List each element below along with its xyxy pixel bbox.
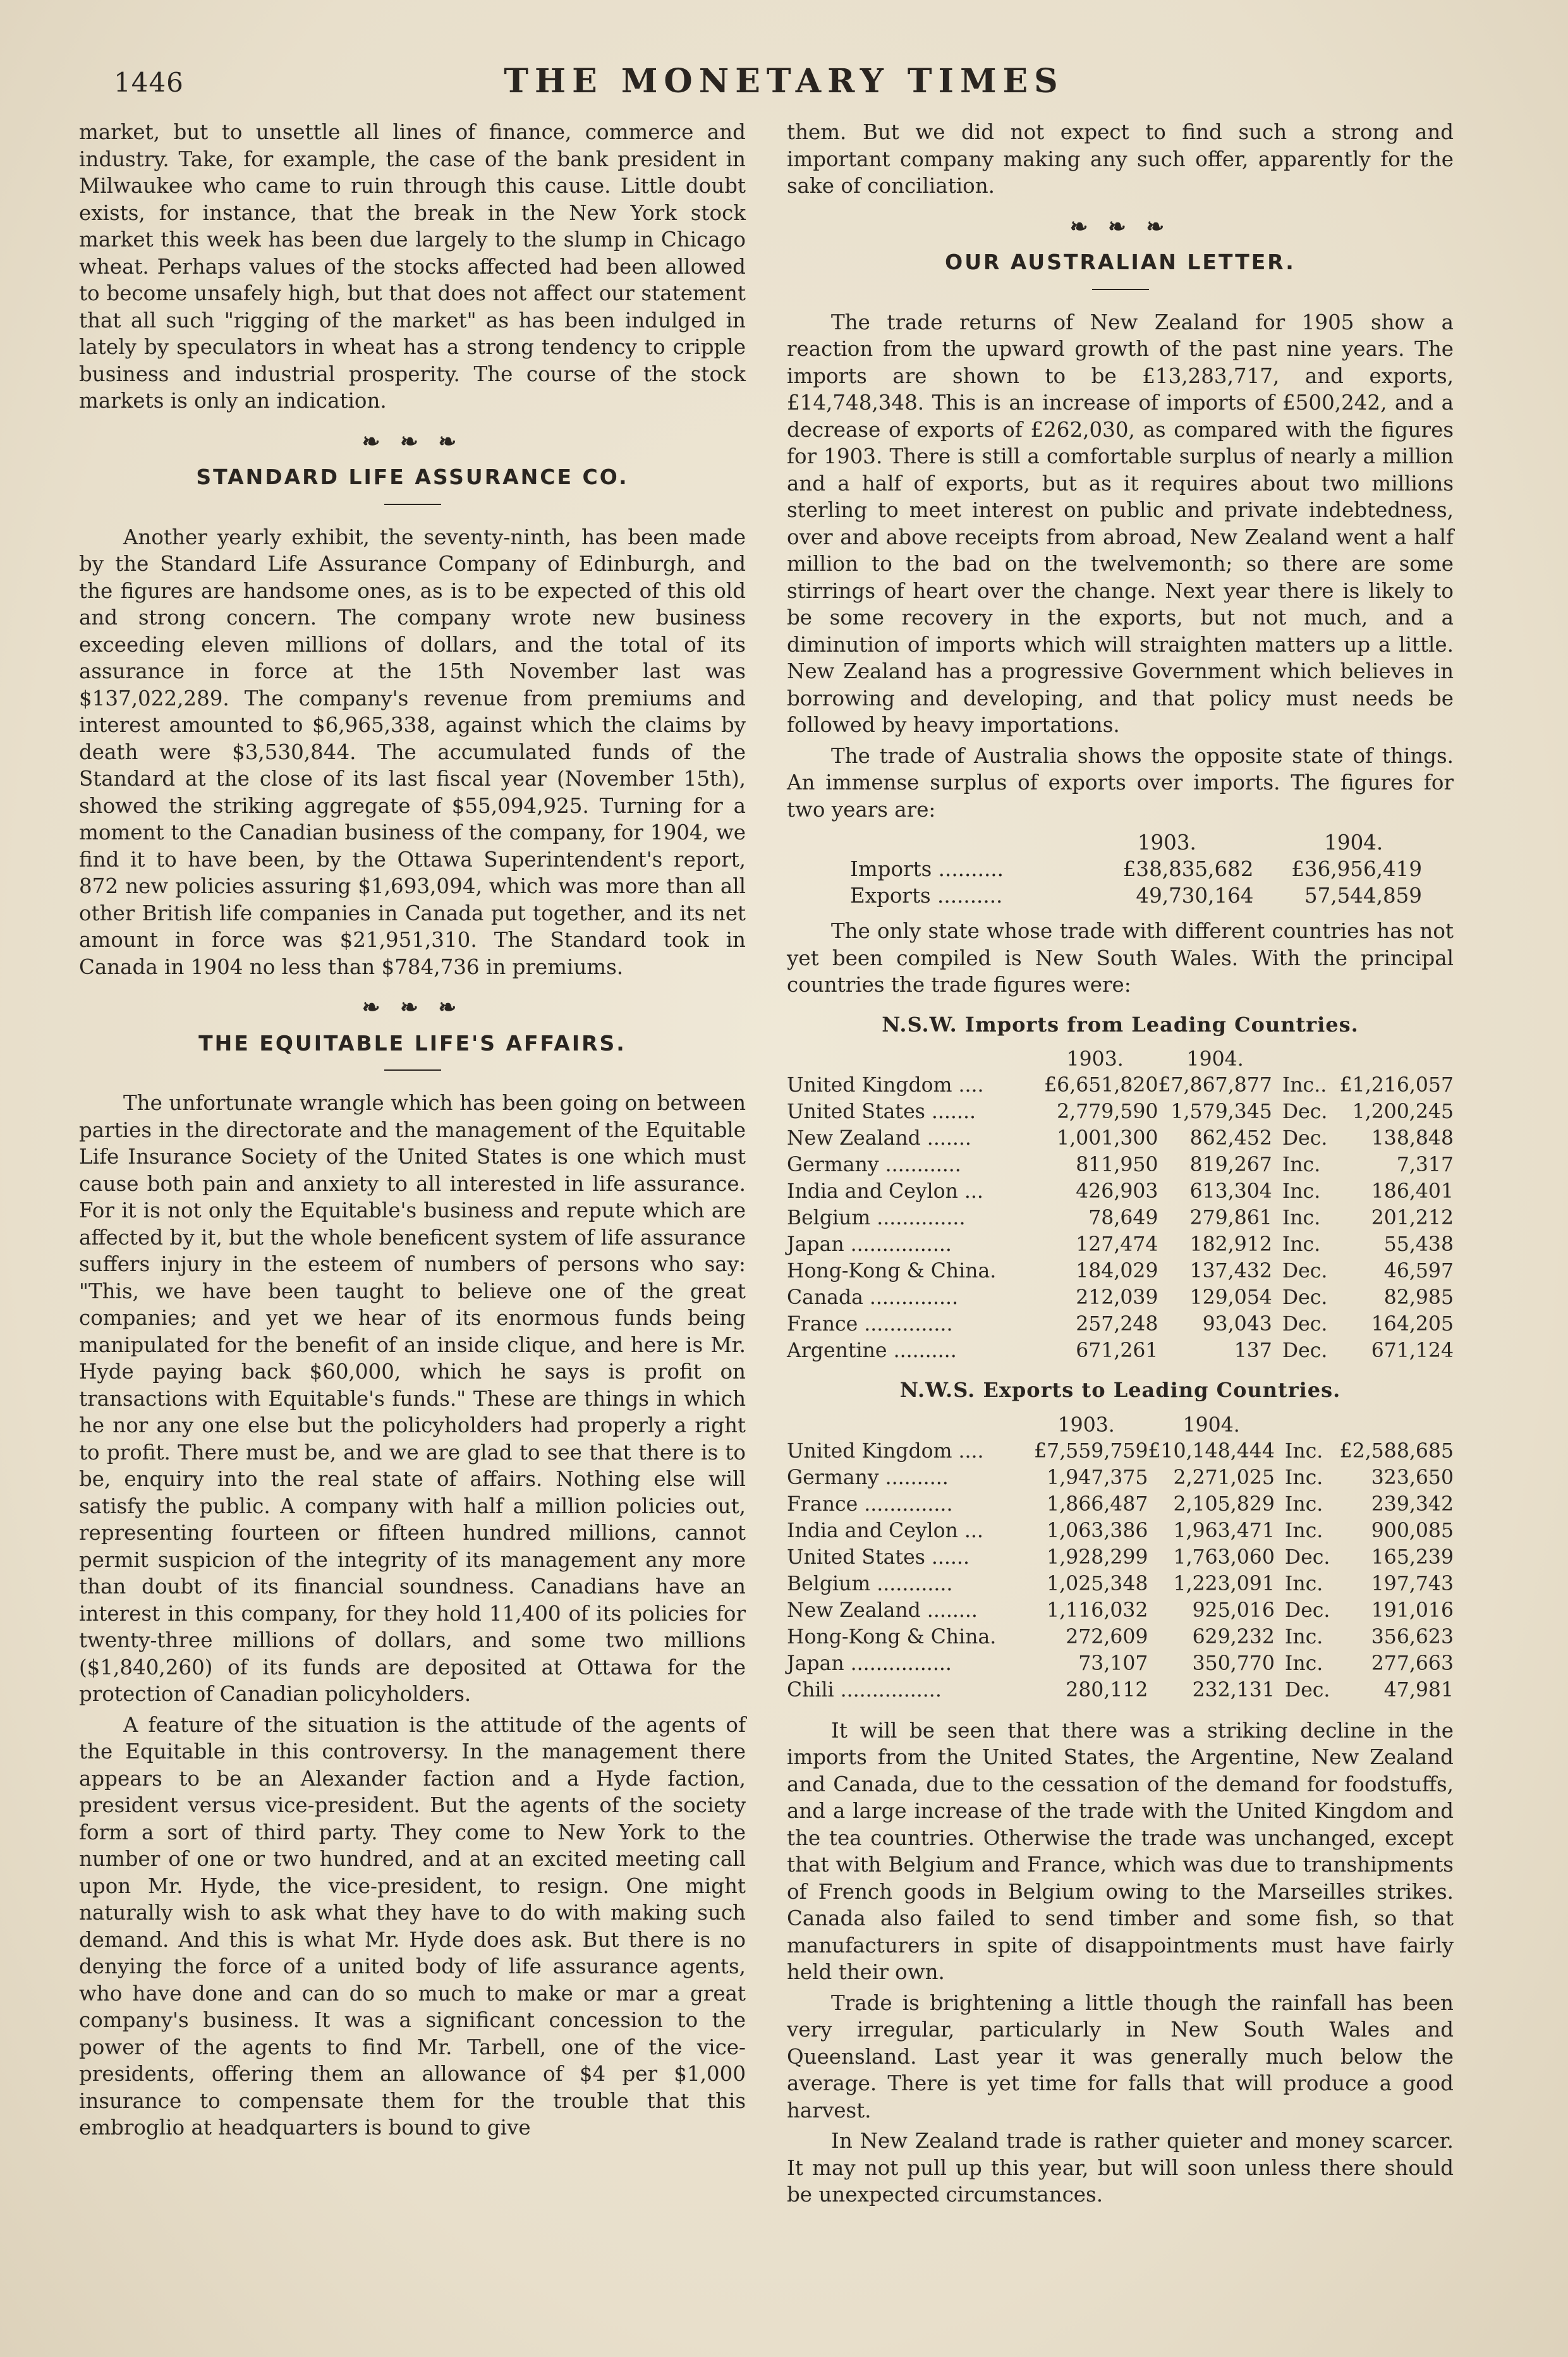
heading-rule	[384, 504, 441, 505]
section-ornament: ❧ ❧ ❧	[362, 995, 463, 1020]
year-header: 1904.	[1186, 1048, 1244, 1071]
value-1903: 811,950	[1076, 1154, 1158, 1176]
country-cell: France ..............	[787, 1313, 953, 1336]
value-1903: £38,835,682	[1122, 857, 1254, 881]
change-value: 277,663	[1371, 1652, 1454, 1675]
change-direction: Inc.	[1284, 1625, 1323, 1648]
exports-table-title: N.W.S. Exports to Leading Countries.	[899, 1378, 1341, 1402]
table-row	[787, 1677, 1454, 1703]
country-cell: India and Ceylon ...	[787, 1180, 983, 1203]
value-1904: 819,267	[1189, 1154, 1272, 1176]
value-1903: 426,903	[1076, 1180, 1158, 1203]
change-direction: Dec.	[1282, 1260, 1328, 1282]
value-1904: 2,105,829	[1173, 1492, 1275, 1516]
change-value: 1,200,245	[1352, 1100, 1454, 1123]
value-1903: 49,730,164	[1136, 884, 1254, 908]
imports-table	[787, 1047, 1454, 1364]
value-1903: 78,649	[1088, 1207, 1158, 1229]
country-cell: New Zealand ........	[787, 1599, 978, 1622]
table-row	[787, 1491, 1454, 1518]
year-header: 1903.	[1137, 831, 1196, 855]
imports-table-title: N.S.W. Imports from Leading Countries.	[882, 1012, 1359, 1037]
australian-paragraph-4: It will be seen that there was a striking decline in the imports from the United States, the Argentine, New Zealand and Canada, due to the cessation of the demand for foodstuffs, and a large increase of the trade with the United Kingdom and the tea countries. Otherwise the trade was unchanged, except that with Belgium and France, which was due to transhipments of French goods in Belgium owing to the Marseilles strikes. Canada also failed to send timber and some fish, so that manufacturers in spite of disappointments must have fairly held their own.	[787, 1718, 1454, 1984]
value-1903: £6,651,820	[1044, 1074, 1158, 1097]
table-header-row	[787, 1413, 1454, 1438]
value-1904: 2,271,025	[1173, 1466, 1275, 1489]
year-header: 1904.	[1324, 831, 1383, 855]
country-cell: Japan ................	[787, 1652, 952, 1675]
change-direction: Inc.	[1284, 1439, 1323, 1463]
value-1904: £36,956,419	[1291, 857, 1422, 881]
value-1903: 73,107	[1078, 1652, 1148, 1675]
change-value: 47,981	[1383, 1678, 1454, 1702]
table-row	[787, 1072, 1454, 1099]
value-1903: 1,866,487	[1047, 1492, 1148, 1516]
year-header: 1903.	[1057, 1413, 1115, 1437]
table-header-row	[787, 1047, 1454, 1072]
country-cell: India and Ceylon ...	[787, 1519, 983, 1542]
table-row	[787, 1624, 1454, 1650]
heading-rule	[384, 1069, 441, 1071]
value-1904: 613,304	[1189, 1180, 1272, 1203]
value-1903: 127,474	[1076, 1233, 1158, 1256]
country-cell: New Zealand .......	[787, 1127, 971, 1150]
value-1904: £7,867,877	[1158, 1074, 1272, 1097]
value-1904: 137,432	[1189, 1260, 1272, 1282]
section-ornament: ❧ ❧ ❧	[362, 429, 463, 454]
change-value: 138,848	[1371, 1127, 1454, 1150]
article-continuation: them. But we did not expect to find such a strong and important company making any such offer, apparently for the sake of conciliation.	[787, 120, 1454, 198]
left-column	[79, 119, 746, 2141]
value-1904: 1,963,471	[1173, 1519, 1275, 1542]
change-value: 186,401	[1371, 1180, 1454, 1203]
imports-table-body	[787, 1072, 1454, 1364]
change-direction: Inc.	[1284, 1466, 1323, 1489]
page-header	[63, 61, 1505, 105]
change-value: 671,124	[1371, 1339, 1454, 1362]
value-1903: 1,116,032	[1047, 1599, 1148, 1622]
australian-paragraph-1: The trade returns of New Zealand for 1905 show a reaction from the upward growth of the past nine years. The imports are shown to be £13,283,717, and exports, £14,748,348. This is an increase of imports of £500,242, and a decrease of exports of £262,030, as compared with the figures for 1903. There is still a comfortable surplus of nearly a million and a half of exports, but as it requires about two millions sterling to meet interest on public and private indebtedness, over and above receipts from abroad, New Zealand went a half million to the bad on the twelvemonth; so there are some stirrings of heart over the change. Next year there is likely to be some recovery in the exports, but not much, and a diminution of imports which will straighten matters up a little. New Zealand has a progressive Government which believes in borrowing and developing, and that policy must needs be followed by heavy importations.	[787, 310, 1454, 737]
table-row	[787, 1258, 1454, 1284]
value-1903: 272,609	[1066, 1625, 1148, 1648]
country-cell: Chili ................	[787, 1678, 942, 1702]
change-direction: Dec.	[1284, 1599, 1330, 1622]
table-header-row	[787, 829, 1454, 856]
value-1903: 212,039	[1076, 1286, 1158, 1309]
row-label: Imports	[850, 857, 932, 881]
table-row	[787, 1125, 1454, 1152]
country-cell: United States .......	[787, 1100, 976, 1123]
row-label: Exports	[850, 884, 931, 908]
table-row	[787, 856, 1454, 882]
value-1904: 350,770	[1192, 1652, 1275, 1675]
change-direction: Dec.	[1282, 1127, 1328, 1150]
right-column	[787, 119, 1454, 2208]
exports-table	[787, 1413, 1454, 1703]
country-cell: Argentine ..........	[787, 1339, 957, 1362]
table-row	[787, 1571, 1454, 1597]
article-continuation: market, but to unsettle all lines of finance, commerce and industry. Take, for example, the case of the bank president in Milwaukee who came to ruin through this cause. Little doubt exists, for instance, that the break in the New York stock market this week has been due largely to the slump in Chicago wheat. Perhaps values of the stocks affected had been allowed to become unsafely high, but that does not affect our statement that all such "rigging of the market" as has been indulged in lately by speculators in wheat has a strong tendency to cripple business and industrial prosperity. The course of the stock markets is only an indication.	[79, 120, 746, 413]
table-row	[787, 1284, 1454, 1311]
country-cell: Germany ............	[787, 1154, 961, 1176]
country-cell: Belgium ..............	[787, 1207, 966, 1229]
australian-paragraph-6: In New Zealand trade is rather quieter and money scarcer. It may not pull up this year, but will soon unless there should be unexpected circumstances.	[787, 2129, 1454, 2207]
table-row	[787, 1311, 1454, 1337]
change-direction: Inc.	[1284, 1519, 1323, 1542]
change-value: 82,985	[1383, 1286, 1454, 1309]
country-cell: Japan ................	[787, 1233, 952, 1256]
country-cell: Canada ..............	[787, 1286, 959, 1309]
value-1903: 184,029	[1076, 1260, 1158, 1282]
value-1903: £7,559,759	[1034, 1439, 1148, 1463]
page-number: 1446	[114, 67, 184, 98]
change-direction: Inc.	[1282, 1180, 1321, 1203]
value-1904: 232,131	[1192, 1678, 1275, 1702]
heading-rule	[1092, 289, 1149, 290]
value-1903: 1,947,375	[1047, 1466, 1148, 1489]
table-row	[787, 1205, 1454, 1231]
table-row	[787, 1544, 1454, 1571]
exports-table-body	[787, 1438, 1454, 1703]
value-1904: 93,043	[1202, 1313, 1272, 1336]
change-value: 239,342	[1371, 1492, 1454, 1516]
australian-letter-heading: OUR AUSTRALIAN LETTER.	[945, 250, 1296, 274]
country-cell: Hong-Kong & China.	[787, 1625, 997, 1648]
year-header: 1904.	[1182, 1413, 1240, 1437]
country-cell: United Kingdom ....	[787, 1439, 984, 1463]
value-1904: 1,223,091	[1173, 1572, 1275, 1595]
australian-paragraph-3: The only state whose trade with different countries has not yet been compiled is New South Wales. With the principal countries the trade figures were:	[787, 919, 1454, 997]
change-value: £2,588,685	[1339, 1439, 1454, 1463]
value-1904: 1,763,060	[1173, 1545, 1275, 1569]
change-direction: Dec.	[1284, 1678, 1330, 1702]
change-direction: Inc.	[1282, 1154, 1321, 1176]
value-1904: 57,544,859	[1304, 884, 1422, 908]
change-direction: Dec.	[1282, 1286, 1328, 1309]
value-1903: 1,928,299	[1047, 1545, 1148, 1569]
value-1904: 279,861	[1189, 1207, 1272, 1229]
value-1903: 257,248	[1076, 1313, 1158, 1336]
value-1903: 2,779,590	[1057, 1100, 1158, 1123]
change-direction: Inc..	[1282, 1074, 1327, 1097]
country-cell: France ..............	[787, 1492, 953, 1516]
equitable-paragraph-2: A feature of the situation is the attitude of the agents of the Equitable in this controversy. In the management there appears to be an Alexander faction and a Hyde faction, president versus vice-president. But the agents of the society form a sort of third party. They come to New York to the number of one or two hundred, and at an excited meeting call upon Mr. Hyde, the vice-president, to resign. One might naturally wish to ask what they have to do with making such demand. And this is what Mr. Hyde does ask. But there is no denying the force of a united body of life assurance agents, who have done and can do so much to make or mar a great company's business. It was a significant concession to the power of the agents to find Mr. Tarbell, one of the vice-presidents, offering them an allowance of $4 per $1,000 insurance to compensate them for the trouble that this embroglio at headquarters is bound to give	[79, 1712, 746, 2140]
imports-exports-summary-table	[787, 829, 1454, 909]
change-value: 164,205	[1371, 1313, 1454, 1336]
country-cell: Hong-Kong & China.	[787, 1260, 997, 1282]
masthead-title: THE MONETARY TIMES	[504, 62, 1064, 100]
change-value: 197,743	[1371, 1572, 1454, 1595]
leader-dots: ..........	[938, 857, 1004, 881]
leader-dots: ..........	[937, 884, 1003, 908]
year-header: 1903.	[1066, 1048, 1124, 1071]
country-cell: United States ......	[787, 1545, 969, 1569]
value-1904: 137	[1234, 1339, 1272, 1362]
value-1904: 629,232	[1192, 1625, 1275, 1648]
value-1904: 129,054	[1189, 1286, 1272, 1309]
change-direction: Dec.	[1282, 1313, 1328, 1336]
country-cell: Germany ..........	[787, 1466, 949, 1489]
value-1903: 1,025,348	[1047, 1572, 1148, 1595]
equitable-paragraph-1: The unfortunate wrangle which has been going on between parties in the directorate and the management of the Equitable Life Insurance Society of the United States is one which must cause both pain and anxiety to all interested in life assurance. For it is not only the Equitable's business and repute which are affected by it, but the whole beneficent system of life assurance suffers injury in the esteem of numbers of persons who say: "This, we have been taught to believe one of the great companies; and yet we hear of its enormous funds being manipulated for the benefit of an inside clique, and here is Mr. Hyde paying back $60,000, which he says is profit on transactions with Equitable's funds." These are things in which he nor any one else but the policyholders had properly a right to profit. There must be, and we are glad to see that there is to be, enquiry into the real state of affairs. Nothing else will satisfy the public. A company with half a million policies out, representing fourteen or fifteen hundred millions, cannot permit suspicion of the integrity of its management any more than doubt of its financial soundness. Canadians have an interest in this company, for they hold 11,400 of its policies for twenty-three millions of dollars, and some two millions ($1,840,260) of its funds are deposited at Ottawa for the protection of Canadian policyholders.	[79, 1091, 746, 1706]
table-row	[787, 1178, 1454, 1205]
table-row	[787, 1650, 1454, 1677]
value-1904: 862,452	[1189, 1127, 1272, 1150]
standard-life-heading: STANDARD LIFE ASSURANCE CO.	[196, 465, 629, 489]
value-1904: 1,579,345	[1170, 1100, 1272, 1123]
table-row	[787, 1231, 1454, 1258]
country-cell: United Kingdom ....	[787, 1074, 984, 1097]
table-row	[787, 1152, 1454, 1178]
change-value: 165,239	[1371, 1545, 1454, 1569]
value-1903: 671,261	[1076, 1339, 1158, 1362]
change-value: 55,438	[1383, 1233, 1454, 1256]
change-direction: Inc.	[1282, 1207, 1321, 1229]
standard-life-paragraph: Another yearly exhibit, the seventy-ninth, has been made by the Standard Life Assurance Company of Edinburgh, and the figures are handsome ones, as is to be expected of this old and strong concern. The company wrote new business exceeding eleven millions of dollars, and the total of its assurance in force at the 15th November last was $137,022,289. The company's revenue from premiums and interest amounted to $6,965,338, against which the claims by death were $3,530,844. The accumulated funds of the Standard at the close of its last fiscal year (November 15th), showed the striking aggregate of $55,094,925. Turning for a moment to the Canadian business of the company, for 1904, we find it to have been, by the Ottawa Superintendent's report, 872 new policies assuring $1,693,094, which was more than all other British life companies in Canada put together, and its net amount in force was $21,951,310. The Standard took in Canada in 1904 no less than $784,736 in premiums.	[79, 525, 746, 979]
change-value: 7,317	[1396, 1154, 1454, 1176]
value-1903: 280,112	[1066, 1678, 1148, 1702]
table-row	[787, 1099, 1454, 1125]
australian-paragraph-5: Trade is brightening a little though the rainfall has been very irregular, particularly in New South Wales and Queensland. Last year it was generally much below the average. There is yet time for falls that will produce a good harvest.	[787, 1990, 1454, 2123]
equitable-heading: THE EQUITABLE LIFE'S AFFAIRS.	[198, 1030, 626, 1056]
change-direction: Dec.	[1282, 1339, 1328, 1362]
section-ornament: ❧ ❧ ❧	[1069, 214, 1171, 240]
change-direction: Inc.	[1282, 1233, 1321, 1256]
change-value: 900,085	[1371, 1519, 1454, 1542]
change-value: 46,597	[1383, 1260, 1454, 1282]
change-value: 191,016	[1371, 1599, 1454, 1622]
change-value: £1,216,057	[1339, 1074, 1454, 1097]
value-1904: 925,016	[1192, 1599, 1275, 1622]
change-direction: Inc.	[1284, 1652, 1323, 1675]
table-row	[787, 1465, 1454, 1491]
table-row	[787, 1438, 1454, 1465]
change-value: 201,212	[1371, 1207, 1454, 1229]
value-1903: 1,063,386	[1047, 1519, 1148, 1542]
change-value: 323,650	[1371, 1466, 1454, 1489]
value-1903: 1,001,300	[1057, 1127, 1158, 1150]
australian-paragraph-2: The trade of Australia shows the opposite state of things. An immense surplus of exports over imports. The figures for two years are:	[787, 743, 1454, 822]
change-direction: Dec.	[1284, 1545, 1330, 1569]
country-cell: Belgium ............	[787, 1572, 953, 1595]
change-direction: Dec.	[1282, 1100, 1328, 1123]
change-value: 356,623	[1371, 1625, 1454, 1648]
value-1904: 182,912	[1189, 1233, 1272, 1256]
table-row	[787, 1597, 1454, 1624]
table-row	[787, 1337, 1454, 1364]
table-row	[787, 882, 1454, 909]
change-direction: Inc.	[1284, 1492, 1323, 1516]
change-direction: Inc.	[1284, 1572, 1323, 1595]
value-1904: £10,148,444	[1148, 1439, 1275, 1463]
table-row	[787, 1518, 1454, 1544]
